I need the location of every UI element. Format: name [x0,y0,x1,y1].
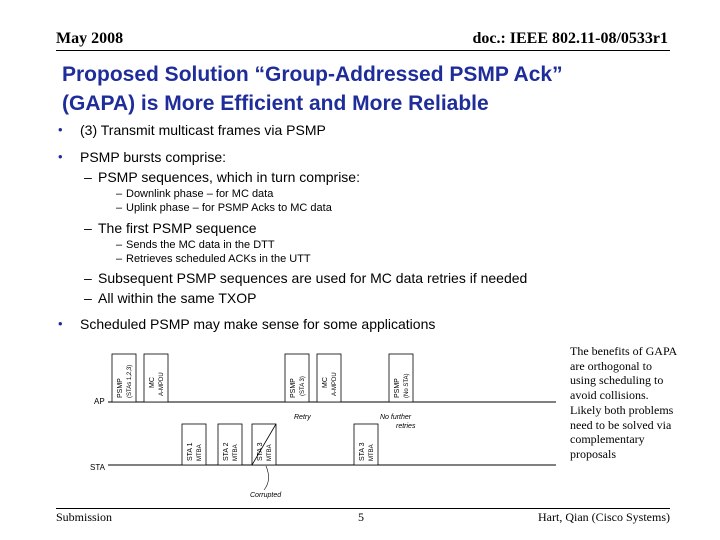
bullet-transmit [58,120,658,140]
svg-text:(STA 3): (STA 3) [300,376,306,396]
svg-text:A-MPDU: A-MPDU [159,372,165,396]
slide-title [62,60,682,118]
sub-sub-bullet-sends [58,238,658,252]
bullet-text: Downlink phase – for MC data [126,188,274,200]
svg-text:MTBA: MTBA [197,444,203,461]
svg-text:MC: MC [149,377,156,388]
bullet-text: (3) Transmit multicast frames via PSMP [80,122,326,138]
svg-text:(No STA): (No STA) [404,373,410,398]
svg-text:A-MPDU: A-MPDU [332,372,338,396]
sub-sub-bullet-downlink [58,187,658,201]
corrupted-label: Corrupted [250,492,282,499]
sub-sub-bullet-retrieves [58,252,658,266]
footer-authors: Hart, Qian (Cisco Systems) [538,510,670,524]
svg-text:MTBA: MTBA [233,444,239,461]
mc-ampdu-frame-2 [317,354,341,402]
dash-icon: – [116,188,123,200]
dash-icon: – [84,169,92,185]
svg-text:PSMP: PSMP [394,378,401,398]
svg-text:MC: MC [322,377,329,388]
sub-bullet-txop [58,289,658,308]
bullet-text: Scheduled PSMP may make sense for some applications [80,316,436,332]
sub-bullet-sequences [58,168,658,187]
header-date: May 2008 [56,30,124,47]
header-doc-id: doc.: IEEE 802.11-08/0533r1 [472,30,668,47]
bullet-text: PSMP bursts comprise: [80,149,227,165]
title-line-2: (GAPA) is More Efficient and More Reliable [62,92,489,115]
dash-icon: – [116,253,123,265]
ap-label: AP [94,397,105,406]
header-rule [56,50,670,51]
sub-sub-bullet-uplink [58,201,658,215]
svg-text:PSMP: PSMP [117,378,124,398]
footer-rule [56,508,670,509]
bullet-text: Sends the MC data in the DTT [126,239,275,251]
footer-submission: Submission [56,510,113,524]
psmp-frame-3 [389,354,413,402]
psmp-frame-2 [285,354,309,402]
svg-text:STA 3: STA 3 [359,442,366,461]
dash-icon: – [84,270,92,286]
title-line-1: Proposed Solution “Group-Addressed PSMP Ack” [62,63,563,86]
sta3-mtba-frame-retry [354,424,378,465]
bullet-text: PSMP sequences, which in turn comprise: [98,169,360,185]
retry-label: Retry [294,414,311,421]
dash-icon: – [84,290,92,306]
svg-text:(STAs 1,2,3): (STAs 1,2,3) [127,364,133,398]
dash-icon: – [84,220,92,236]
no-further-label: No further [380,414,412,421]
bullet-scheduled [58,314,658,334]
mc-ampdu-frame-1 [144,354,168,402]
svg-text:STA 1: STA 1 [187,442,194,461]
bullet-list [58,120,658,334]
footer-page-number: 5 [358,510,364,524]
sub-bullet-first-sequence [58,219,658,238]
bullet-text: Uplink phase – for PSMP Acks to MC data [126,202,332,214]
bullet-dot-icon: • [58,149,63,164]
side-note: The benefits of GAPA are orthogonal to using scheduling to avoid collisions. Likely both problems need to be solved via complementary proposals [570,344,677,461]
svg-text:STA 3: STA 3 [257,442,264,461]
sta2-mtba-frame [218,424,242,465]
sub-bullet-subsequent [58,269,658,288]
svg-text:STA 2: STA 2 [223,442,230,461]
psmp-frame-1 [112,354,136,402]
psmp-timing-diagram [86,336,566,511]
svg-text:MTBA: MTBA [369,444,375,461]
bullet-dot-icon: • [58,316,63,331]
sta-label: STA [90,463,105,472]
dash-icon: – [116,239,123,251]
svg-text:PSMP: PSMP [290,378,297,398]
bullet-dot-icon: • [58,122,63,137]
corrupted-arrow [264,466,269,490]
bullet-text: The first PSMP sequence [98,220,257,236]
bullet-text: Retrieves scheduled ACKs in the UTT [126,253,311,265]
bullet-psmp-bursts [58,147,658,167]
bullet-text: Subsequent PSMP sequences are used for MC data retries if needed [98,270,528,286]
sta1-mtba-frame [182,424,206,465]
svg-text:MTBA: MTBA [267,444,273,461]
retries-label: retries [396,423,416,430]
bullet-text: All within the same TXOP [98,290,257,306]
dash-icon: – [116,202,123,214]
sta3-mtba-frame-corrupted [252,424,276,465]
